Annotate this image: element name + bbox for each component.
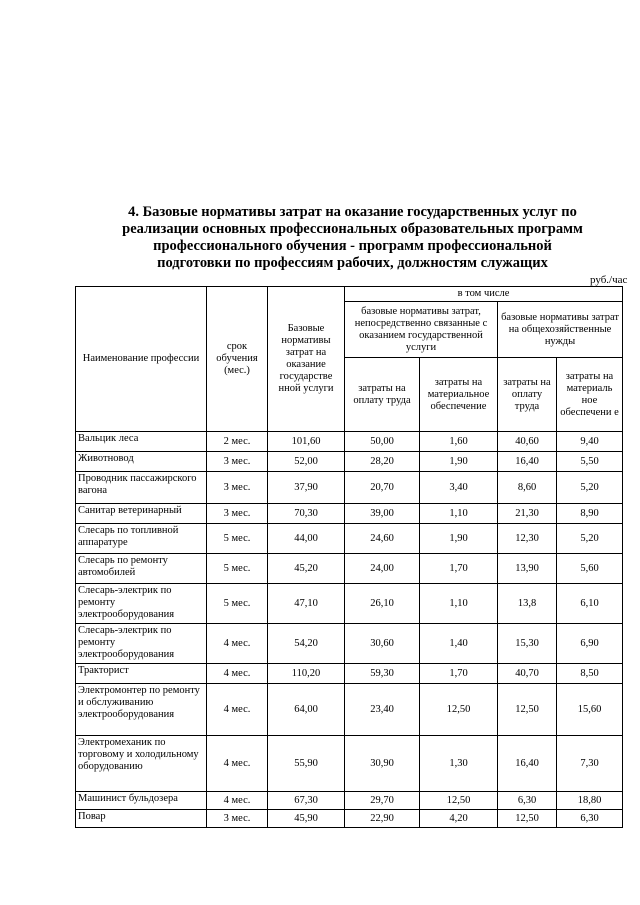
general-labor-cell: 8,60 <box>498 472 557 504</box>
table-row <box>76 554 623 584</box>
table-row <box>76 524 623 554</box>
profession-name: Слесарь-электрик по ремонту электрооборудования <box>76 624 207 664</box>
general-material-cell: 6,30 <box>557 810 623 828</box>
direct-material-cell: 3,40 <box>420 472 498 504</box>
general-material-cell: 5,20 <box>557 472 623 504</box>
profession-name: Слесарь по ремонту автомобилей <box>76 554 207 584</box>
table-row <box>76 624 623 664</box>
table-row <box>76 810 623 828</box>
cost-norms-table <box>75 286 623 828</box>
term-cell: 3 мес. <box>207 504 268 524</box>
profession-name: Тракторист <box>76 664 207 684</box>
header-general-material: затраты на материаль ное обеспечени е <box>557 358 623 432</box>
direct-labor-cell: 28,20 <box>345 452 420 472</box>
section-title <box>100 204 605 272</box>
base-cell: 47,10 <box>268 584 345 624</box>
title-line: 4. Базовые нормативы затрат на оказание государственных услуг по <box>128 204 577 220</box>
general-material-cell: 15,60 <box>557 684 623 736</box>
table-row <box>76 472 623 504</box>
header-direct-material: затраты на материальное обеспечение <box>420 358 498 432</box>
general-material-cell: 5,50 <box>557 452 623 472</box>
term-cell: 4 мес. <box>207 736 268 792</box>
general-labor-cell: 21,30 <box>498 504 557 524</box>
base-cell: 37,90 <box>268 472 345 504</box>
table-row <box>76 792 623 810</box>
general-material-cell: 7,30 <box>557 736 623 792</box>
direct-labor-cell: 26,10 <box>345 584 420 624</box>
table-row <box>76 736 623 792</box>
direct-labor-cell: 23,40 <box>345 684 420 736</box>
direct-material-cell: 4,20 <box>420 810 498 828</box>
direct-material-cell: 1,60 <box>420 432 498 452</box>
general-labor-cell: 13,90 <box>498 554 557 584</box>
header-direct-group: базовые нормативы затрат, непосредственно связанные с оказанием государственной услуги <box>345 302 498 358</box>
profession-name: Вальцик леса <box>76 432 207 452</box>
direct-labor-cell: 24,60 <box>345 524 420 554</box>
profession-name: Животновод <box>76 452 207 472</box>
term-cell: 5 мес. <box>207 554 268 584</box>
general-material-cell: 18,80 <box>557 792 623 810</box>
table-row <box>76 504 623 524</box>
base-cell: 101,60 <box>268 432 345 452</box>
term-cell: 4 мес. <box>207 792 268 810</box>
table-row <box>76 432 623 452</box>
term-cell: 2 мес. <box>207 432 268 452</box>
direct-material-cell: 12,50 <box>420 684 498 736</box>
base-cell: 55,90 <box>268 736 345 792</box>
header-general-labor: затраты на оплату труда <box>498 358 557 432</box>
title-line: профессионального обучения - программ профессиональной <box>153 238 552 254</box>
general-labor-cell: 12,50 <box>498 810 557 828</box>
general-labor-cell: 40,70 <box>498 664 557 684</box>
header-profession: Наименование профессии <box>76 287 207 432</box>
term-cell: 3 мес. <box>207 810 268 828</box>
unit-label: руб./час <box>590 274 628 286</box>
base-cell: 64,00 <box>268 684 345 736</box>
term-cell: 5 мес. <box>207 524 268 554</box>
base-cell: 44,00 <box>268 524 345 554</box>
general-labor-cell: 40,60 <box>498 432 557 452</box>
profession-name: Повар <box>76 810 207 828</box>
general-labor-cell: 12,50 <box>498 684 557 736</box>
title-line: реализации основных профессиональных образовательных программ <box>122 221 583 237</box>
base-cell: 45,20 <box>268 554 345 584</box>
base-cell: 45,90 <box>268 810 345 828</box>
header-base-norm: Базовые нормативы затрат на оказание государстве нной услуги <box>268 287 345 432</box>
title-line: подготовки по профессиям рабочих, должностям служащих <box>157 255 548 271</box>
direct-labor-cell: 24,00 <box>345 554 420 584</box>
profession-name: Электромонтер по ремонту и обслуживанию электрооборудования <box>76 684 207 736</box>
general-material-cell: 6,90 <box>557 624 623 664</box>
direct-material-cell: 1,10 <box>420 584 498 624</box>
profession-name: Проводник пассажирского вагона <box>76 472 207 504</box>
profession-name: Машинист бульдозера <box>76 792 207 810</box>
base-cell: 110,20 <box>268 664 345 684</box>
general-material-cell: 8,50 <box>557 664 623 684</box>
table-row <box>76 664 623 684</box>
direct-material-cell: 1,70 <box>420 664 498 684</box>
direct-labor-cell: 39,00 <box>345 504 420 524</box>
direct-labor-cell: 22,90 <box>345 810 420 828</box>
table-row <box>76 584 623 624</box>
direct-labor-cell: 29,70 <box>345 792 420 810</box>
direct-labor-cell: 30,60 <box>345 624 420 664</box>
term-cell: 4 мес. <box>207 684 268 736</box>
direct-material-cell: 1,90 <box>420 452 498 472</box>
profession-name: Электромеханик по торговому и холодильному оборудованию <box>76 736 207 792</box>
header-including: в том числе <box>345 287 623 302</box>
base-cell: 70,30 <box>268 504 345 524</box>
direct-material-cell: 1,30 <box>420 736 498 792</box>
direct-material-cell: 1,10 <box>420 504 498 524</box>
profession-name: Слесарь-электрик по ремонту электрооборудования <box>76 584 207 624</box>
general-labor-cell: 16,40 <box>498 452 557 472</box>
term-cell: 4 мес. <box>207 664 268 684</box>
term-cell: 4 мес. <box>207 624 268 664</box>
general-labor-cell: 6,30 <box>498 792 557 810</box>
profession-name: Слесарь по топливной аппаратуре <box>76 524 207 554</box>
header-general-group: базовые нормативы затрат на общехозяйственные нужды <box>498 302 623 358</box>
general-labor-cell: 15,30 <box>498 624 557 664</box>
direct-material-cell: 12,50 <box>420 792 498 810</box>
profession-name: Санитар ветеринарный <box>76 504 207 524</box>
general-material-cell: 5,20 <box>557 524 623 554</box>
direct-material-cell: 1,40 <box>420 624 498 664</box>
direct-labor-cell: 30,90 <box>345 736 420 792</box>
header-direct-labor: затраты на оплату труда <box>345 358 420 432</box>
term-cell: 5 мес. <box>207 584 268 624</box>
base-cell: 54,20 <box>268 624 345 664</box>
term-cell: 3 мес. <box>207 472 268 504</box>
direct-labor-cell: 50,00 <box>345 432 420 452</box>
header-term: срок обучения (мес.) <box>207 287 268 432</box>
table-row <box>76 684 623 736</box>
general-material-cell: 6,10 <box>557 584 623 624</box>
term-cell: 3 мес. <box>207 452 268 472</box>
table-row <box>76 452 623 472</box>
base-cell: 67,30 <box>268 792 345 810</box>
general-labor-cell: 13,8 <box>498 584 557 624</box>
direct-labor-cell: 59,30 <box>345 664 420 684</box>
general-material-cell: 5,60 <box>557 554 623 584</box>
general-labor-cell: 12,30 <box>498 524 557 554</box>
direct-material-cell: 1,70 <box>420 554 498 584</box>
base-cell: 52,00 <box>268 452 345 472</box>
general-material-cell: 8,90 <box>557 504 623 524</box>
direct-material-cell: 1,90 <box>420 524 498 554</box>
general-material-cell: 9,40 <box>557 432 623 452</box>
direct-labor-cell: 20,70 <box>345 472 420 504</box>
general-labor-cell: 16,40 <box>498 736 557 792</box>
